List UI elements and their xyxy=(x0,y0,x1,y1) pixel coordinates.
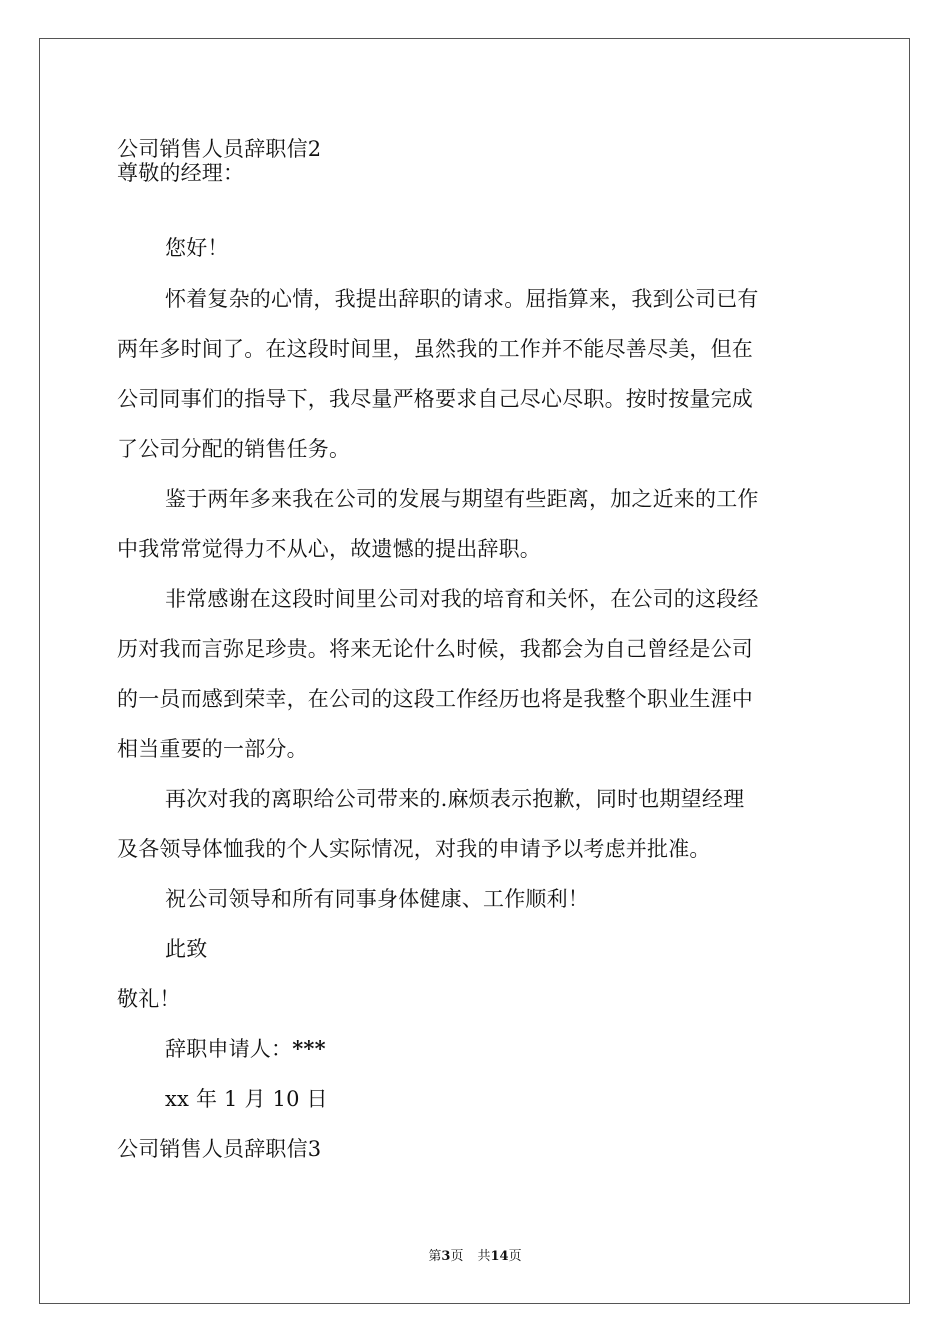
total-prefix: 共 xyxy=(477,1249,491,1264)
paragraph-line: 两年多时间了。在这段时间里，虽然我的工作并不能尽善尽美，但在 xyxy=(117,337,753,361)
page-prefix: 第 xyxy=(428,1249,442,1264)
paragraph-line: 历对我而言弥足珍贵。将来无论什么时候，我都会为自己曾经是公司 xyxy=(117,637,753,661)
signer-label: 辞职申请人： xyxy=(165,1037,293,1061)
paragraph-line: 的一员而感到荣幸，在公司的这段工作经历也将是我整个职业生涯中 xyxy=(117,687,753,711)
paragraph-line: 再次对我的离职给公司带来的.麻烦表示抱歉，同时也期望经理 xyxy=(165,787,745,811)
total-pages: 14 xyxy=(490,1249,509,1264)
next-letter-title: 公司销售人员辞职信3 xyxy=(117,1137,322,1161)
paragraph-line: 祝公司领导和所有同事身体健康、工作顺利！ xyxy=(165,887,589,911)
page-border xyxy=(39,38,910,1304)
signer-name: *** xyxy=(292,1036,326,1061)
paragraph-line: 怀着复杂的心情，我提出辞职的请求。屈指算来，我到公司已有 xyxy=(165,287,759,311)
paragraph-line: 公司同事们的指导下，我尽量严格要求自己尽心尽职。按时按量完成 xyxy=(117,387,753,411)
page-number: 3 xyxy=(441,1249,451,1264)
page-footer xyxy=(0,1248,950,1266)
salutation: 尊敬的经理： xyxy=(117,161,245,185)
total-suffix: 页 xyxy=(508,1249,522,1264)
paragraph-line: 鉴于两年多来我在公司的发展与期望有些距离，加之近来的工作 xyxy=(165,487,759,511)
paragraph-line: 非常感谢在这段时间里公司对我的培育和关怀，在公司的这段经 xyxy=(165,587,759,611)
paragraph-line: 中我常常觉得力不从心，故遗憾的提出辞职。 xyxy=(117,537,541,561)
greeting: 您好！ xyxy=(165,236,229,260)
paragraph-line: 相当重要的一部分。 xyxy=(117,737,308,761)
page-suffix: 页 xyxy=(450,1249,464,1264)
paragraph-line: 了公司分配的销售任务。 xyxy=(117,437,351,461)
date-line: xx 年 1 月 10 日 xyxy=(165,1087,328,1111)
signature-line xyxy=(165,1034,326,1064)
letter-title: 公司销售人员辞职信2 xyxy=(117,137,322,161)
paragraph-line: 及各领导体恤我的个人实际情况，对我的申请予以考虑并批准。 xyxy=(117,837,711,861)
closing-line-1: 此致 xyxy=(165,937,208,961)
closing-line-2: 敬礼！ xyxy=(117,987,181,1011)
